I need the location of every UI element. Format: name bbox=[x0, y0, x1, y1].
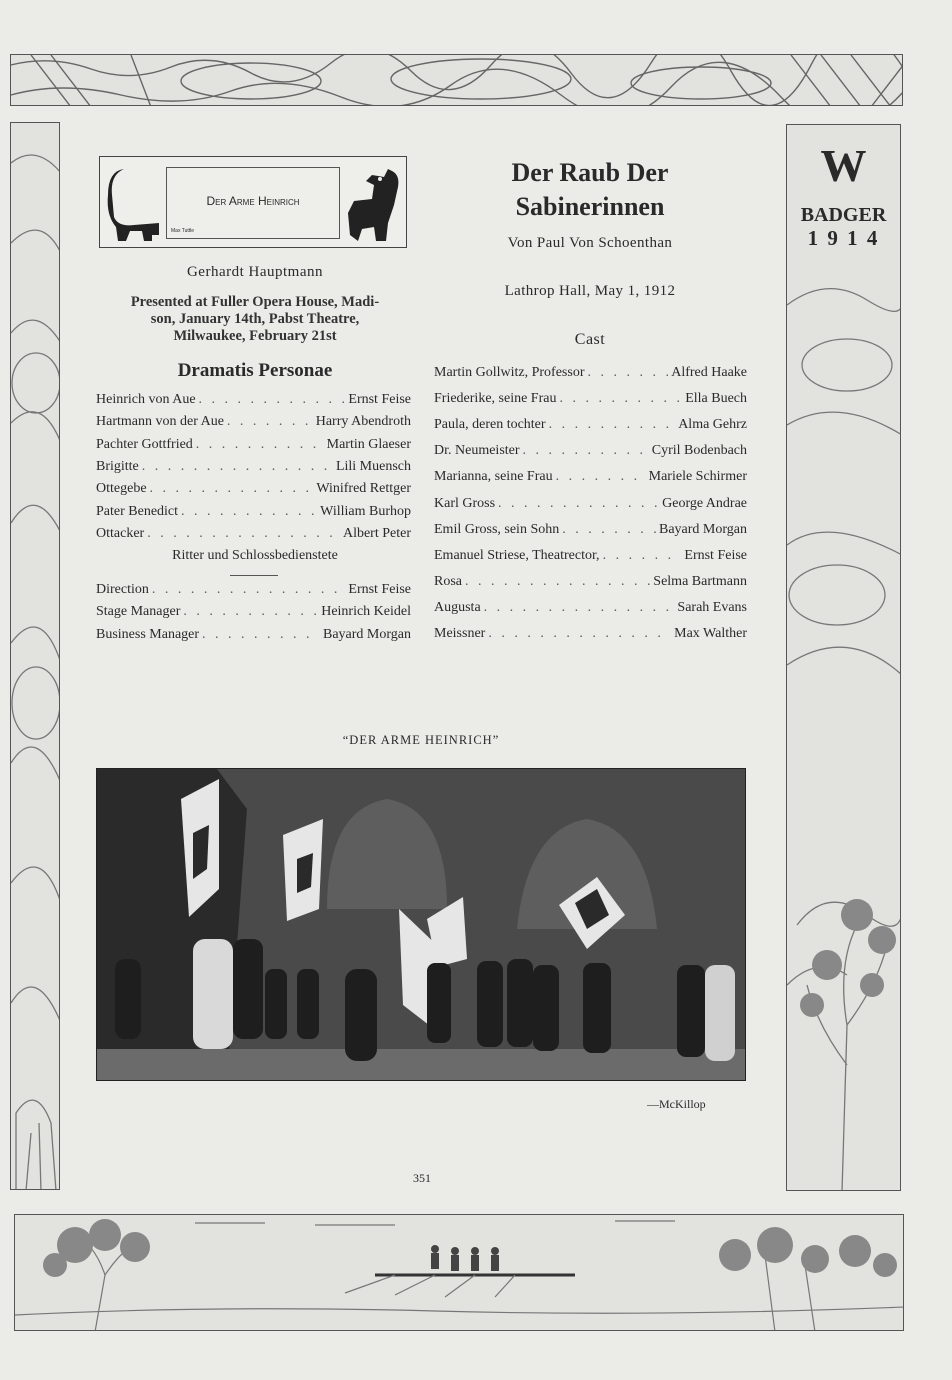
role-name: Heinrich von Aue bbox=[96, 392, 196, 407]
raub-title-line: Sabinerinnen bbox=[515, 192, 665, 221]
actor-name: George Andrae bbox=[662, 495, 747, 511]
cast-row bbox=[434, 548, 747, 564]
actor-name: Max Walther bbox=[674, 626, 747, 641]
dot-leader bbox=[587, 365, 668, 381]
dot-leader bbox=[199, 392, 346, 408]
plate-title: Der Arme Heinrich bbox=[206, 194, 300, 208]
raub-venue: Lathrop Hall, May 1, 1912 bbox=[504, 283, 676, 299]
actor-name: Alma Gehrz bbox=[678, 417, 747, 433]
cloud-pattern-icon bbox=[11, 123, 60, 1190]
role-name: Pater Benedict bbox=[96, 503, 179, 519]
dot-leader bbox=[202, 627, 320, 643]
dot-leader bbox=[549, 417, 676, 433]
actor-name: Martin Glaeser bbox=[326, 436, 411, 452]
title-plate bbox=[99, 156, 407, 248]
dot-leader bbox=[465, 574, 650, 590]
cast-row bbox=[434, 600, 747, 616]
photo-credit: —McKillop bbox=[647, 1097, 706, 1111]
raub-author: Von Paul Von Schoenthan bbox=[507, 235, 673, 251]
actor-name: Bayard Morgan bbox=[659, 521, 747, 537]
cast-row bbox=[434, 626, 747, 642]
dot-leader bbox=[556, 469, 646, 485]
actor-name: Ernst Feise bbox=[348, 582, 411, 597]
role-name: Karl Gross bbox=[434, 495, 496, 511]
stage-photo bbox=[96, 768, 746, 1081]
tree-illustration-icon bbox=[787, 125, 901, 1191]
dog-icon bbox=[344, 165, 402, 241]
role-name: Stage Manager bbox=[96, 604, 181, 620]
cast-row bbox=[96, 481, 411, 497]
photo-caption: “DER ARME HEINRICH” bbox=[342, 733, 500, 747]
cast-row bbox=[434, 469, 747, 485]
actor-name: Selma Bartmann bbox=[653, 573, 747, 589]
role-name: Pachter Gottfried bbox=[96, 436, 193, 452]
page-number: 351 bbox=[413, 1171, 431, 1185]
presented-line: Presented at Fuller Opera House, Madi- bbox=[130, 294, 380, 310]
dot-leader bbox=[227, 414, 313, 430]
cast-row bbox=[434, 365, 747, 381]
cast-row bbox=[96, 627, 411, 643]
left-border bbox=[10, 122, 60, 1190]
badge-letter: W bbox=[820, 140, 867, 191]
stage-scene-illustration bbox=[97, 769, 746, 1081]
dot-leader bbox=[498, 496, 659, 512]
dot-leader bbox=[196, 437, 324, 453]
raub-cast-heading: Cast bbox=[574, 331, 606, 348]
role-name: Augusta bbox=[434, 599, 481, 615]
top-banner bbox=[10, 54, 903, 106]
dot-leader bbox=[484, 600, 675, 616]
rowing-scene-icon bbox=[15, 1215, 904, 1331]
dot-leader bbox=[147, 526, 340, 542]
raub-title-line: Der Raub Der bbox=[511, 158, 669, 187]
role-name: Friederike, seine Frau bbox=[434, 391, 557, 407]
dot-leader bbox=[152, 582, 346, 598]
cast-row bbox=[96, 526, 411, 542]
role-name: Ottegebe bbox=[96, 481, 147, 497]
right-border bbox=[786, 124, 901, 1191]
actor-name: Sarah Evans bbox=[677, 599, 747, 615]
dot-leader bbox=[562, 522, 656, 538]
role-name: Rosa bbox=[434, 573, 462, 589]
actor-name: Heinrich Keidel bbox=[321, 604, 411, 620]
heinrich-author: Gerhardt Hauptmann bbox=[186, 264, 324, 280]
role-name: Business Manager bbox=[96, 626, 200, 642]
cast-row bbox=[96, 392, 411, 408]
presented-line: son, January 14th, Pabst Theatre, bbox=[150, 311, 360, 327]
cast-row bbox=[434, 417, 747, 433]
actor-name: William Burhop bbox=[320, 503, 411, 519]
dot-leader bbox=[183, 604, 318, 620]
raub-title bbox=[430, 156, 750, 224]
dot-leader bbox=[603, 548, 682, 564]
dot-leader bbox=[559, 391, 682, 407]
presented-line: Milwaukee, February 21st bbox=[173, 328, 337, 344]
actor-name: Ernst Feise bbox=[684, 547, 747, 563]
role-name: Direction bbox=[96, 582, 149, 597]
actor-name: Albert Peter bbox=[342, 525, 411, 541]
actor-name: Mariele Schirmer bbox=[648, 469, 747, 485]
heinrich-presented bbox=[92, 294, 418, 345]
divider bbox=[230, 575, 278, 576]
cast-row bbox=[96, 414, 411, 430]
dot-leader bbox=[523, 443, 649, 459]
cast-row bbox=[96, 437, 411, 453]
role-name: Hartmann von der Aue bbox=[96, 414, 224, 430]
cast-row bbox=[434, 522, 747, 538]
actor-name: Harry Abendroth bbox=[315, 414, 411, 430]
dot-leader bbox=[150, 481, 314, 497]
plate-signature: Max Tuttle bbox=[171, 228, 195, 234]
cast-row bbox=[434, 496, 747, 512]
role-name: Brigitte bbox=[96, 458, 139, 474]
role-name: Martin Gollwitz, Professor bbox=[434, 365, 585, 380]
dot-leader bbox=[181, 504, 317, 520]
plate-inner bbox=[166, 167, 340, 239]
role-name: Emil Gross, sein Sohn bbox=[434, 521, 560, 537]
role-name: Dr. Neumeister bbox=[434, 443, 520, 459]
cat-icon bbox=[104, 165, 162, 241]
role-name: Meissner bbox=[434, 626, 486, 641]
personae-heading: Dramatis Personae bbox=[177, 360, 333, 381]
cast-row bbox=[96, 459, 411, 475]
cast-row bbox=[434, 574, 747, 590]
role-name: Ottacker bbox=[96, 525, 145, 541]
cast-row bbox=[96, 504, 411, 520]
cloud-pattern-icon bbox=[11, 55, 903, 106]
badge-name: BADGER bbox=[800, 204, 887, 226]
badge-year: 1 9 1 4 bbox=[807, 226, 880, 250]
actor-name: Ernst Feise bbox=[348, 392, 411, 407]
actor-name: Lili Muensch bbox=[335, 458, 411, 474]
actor-name: Cyril Bodenbach bbox=[651, 443, 747, 459]
actor-name: Bayard Morgan bbox=[323, 626, 411, 642]
bottom-banner bbox=[14, 1214, 904, 1331]
cast-row bbox=[434, 443, 747, 459]
dot-leader bbox=[142, 459, 333, 475]
cast-row bbox=[96, 604, 411, 620]
actor-name: Winifred Rettger bbox=[316, 481, 411, 497]
cast-row bbox=[434, 391, 747, 407]
extras-line: Ritter und Schlossbedienstete bbox=[172, 548, 338, 563]
cast-row bbox=[96, 582, 411, 598]
role-name: Emanuel Striese, Theatrector, bbox=[434, 547, 600, 563]
dot-leader bbox=[488, 626, 671, 642]
role-name: Marianna, seine Frau bbox=[434, 469, 553, 485]
actor-name: Alfred Haake bbox=[671, 365, 747, 380]
actor-name: Ella Buech bbox=[685, 391, 747, 407]
role-name: Paula, deren tochter bbox=[434, 417, 546, 433]
